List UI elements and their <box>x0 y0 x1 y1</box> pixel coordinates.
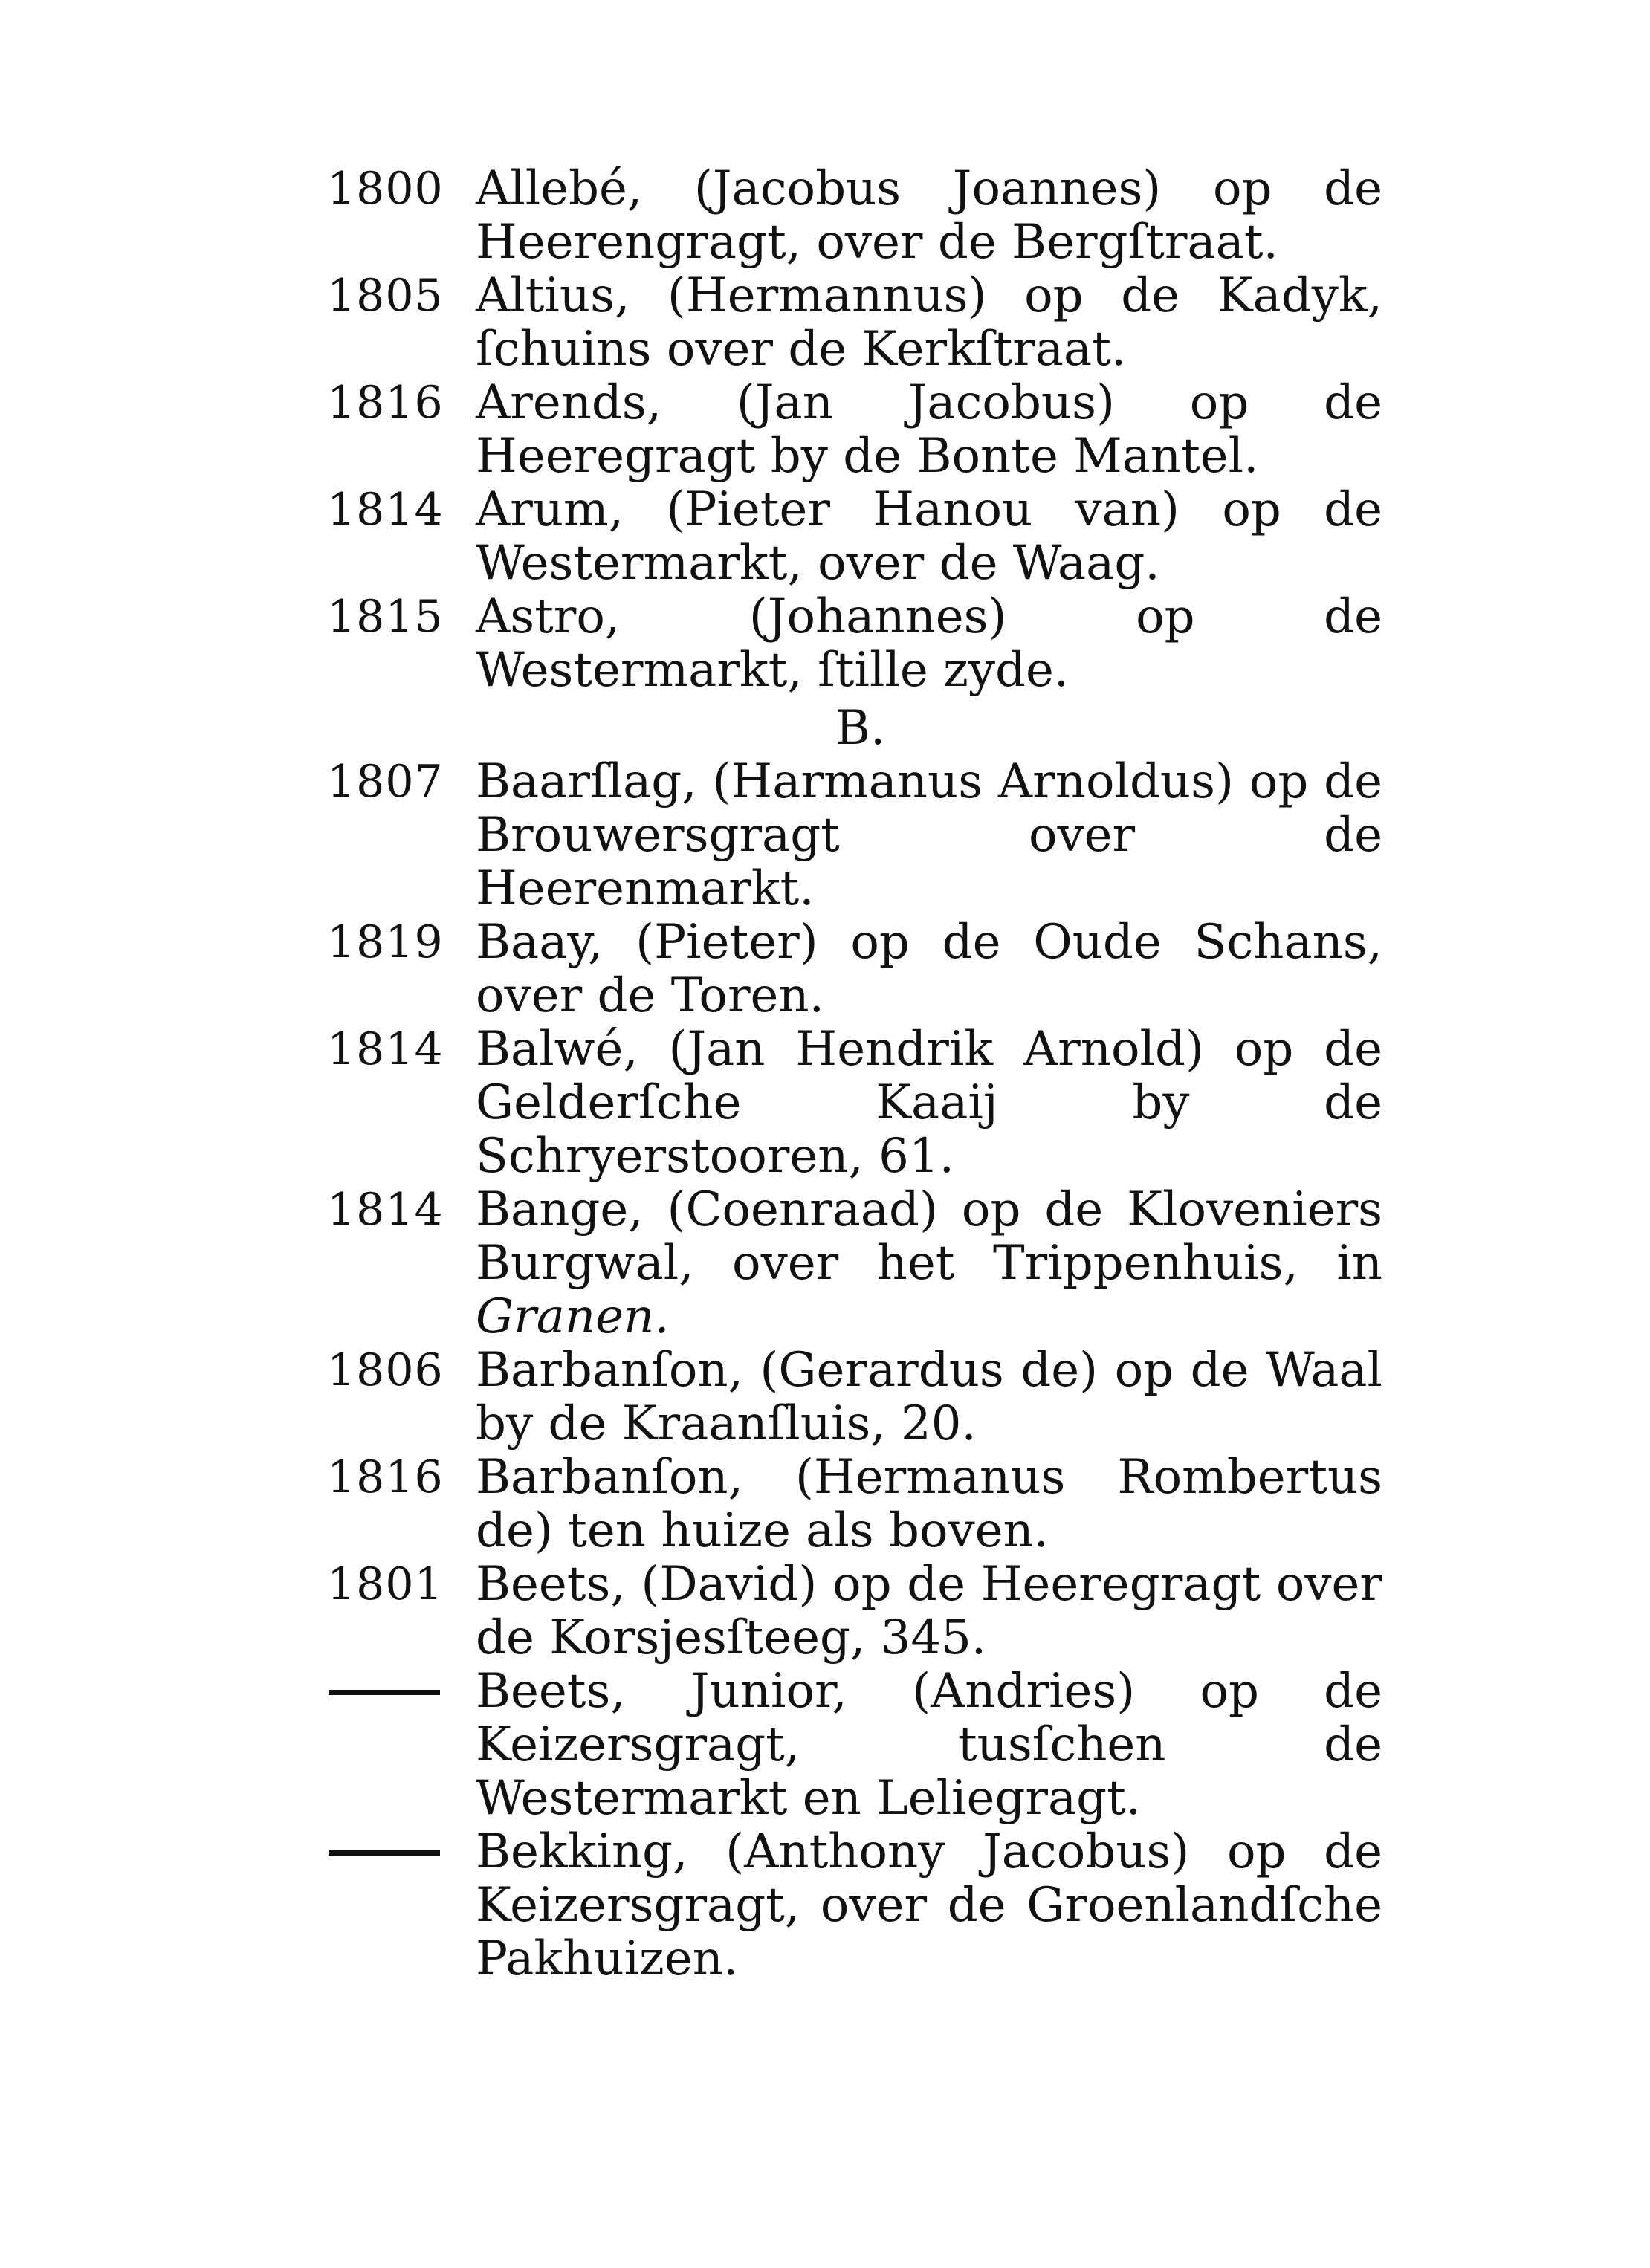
list-item <box>327 269 1382 376</box>
entry-year: 1816 <box>327 1451 444 1503</box>
entry-year: 1814 <box>327 484 444 536</box>
list-item <box>327 376 1382 483</box>
entry-text: Baarſlag, (Harmanus Arnoldus) op de Brouwersgragt over de Heerenmarkt. <box>476 754 1382 916</box>
entry-year: 1806 <box>327 1344 444 1396</box>
list-item <box>327 483 1382 590</box>
entry-text <box>476 1183 1382 1344</box>
entry-year: 1816 <box>327 377 444 429</box>
ditto-dash <box>329 1690 440 1695</box>
entry-text: Baay, (Pieter) op de Oude Schans, over de Toren. <box>476 915 1382 1023</box>
section-heading <box>327 702 1382 755</box>
list-item <box>327 162 1382 269</box>
entry-year: 1814 <box>327 1184 444 1236</box>
list-item <box>327 755 1382 916</box>
list-item <box>327 1344 1382 1451</box>
address-list <box>327 162 1382 1986</box>
list-item <box>327 1023 1382 1183</box>
entry-text: Arum, (Pieter Hanou van) op de Westermarkt, over de Waag. <box>476 482 1382 591</box>
entry-text: Altius, (Hermannus) op de Kadyk, ſchuins over de Kerkſtraat. <box>476 268 1382 377</box>
list-item <box>327 1558 1382 1665</box>
list-item <box>327 1825 1382 1986</box>
list-item <box>327 1451 1382 1558</box>
list-item <box>327 1665 1382 1825</box>
entry-year: 1800 <box>327 163 444 215</box>
entry-text: Beets, Junior, (Andries) op de Keizersgragt, tusſchen de Westermarkt en Leliegragt. <box>476 1664 1382 1826</box>
entry-year: 1814 <box>327 1023 444 1075</box>
entry-text: Beets, (David) op de Heeregragt over de Korsjesſteeg, 345. <box>476 1557 1382 1665</box>
entry-text-italic: Granen. <box>476 1289 670 1344</box>
entry-text: Arends, (Jan Jacobus) op de Heeregragt by de Bonte Mantel. <box>476 375 1382 484</box>
list-item <box>327 1183 1382 1344</box>
entry-text: Barbanſon, (Hermanus Rombertus de) ten huize als boven. <box>476 1450 1382 1558</box>
entry-text: Balwé, (Jan Hendrik Arnold) op de Gelderſche Kaaij by de Schryerstooren, 61. <box>476 1022 1382 1184</box>
entry-text-main: Bange, (Coenraad) op de Kloveniers Burgwal, over het Trippenhuis, in <box>476 1182 1382 1291</box>
list-item <box>327 590 1382 697</box>
entry-text: Barbanſon, (Gerardus de) op de Waal by de Kraanſluis, 20. <box>476 1343 1382 1451</box>
entry-year: 1805 <box>327 270 444 322</box>
list-item <box>327 916 1382 1023</box>
entry-year: 1815 <box>327 591 444 643</box>
entry-text: Astro, (Johannes) op de Westermarkt, ſtille zyde. <box>476 589 1382 698</box>
entry-year: 1819 <box>327 916 444 968</box>
entry-text: Bekking, (Anthony Jacobus) op de Keizersgragt, over de Groenlandſche Pakhuizen. <box>476 1824 1382 1986</box>
entry-year: 1807 <box>327 756 444 808</box>
entry-text: Allebé, (Jacobus Joannes) op de Heerengragt, over de Bergſtraat. <box>476 161 1382 270</box>
entry-year: 1801 <box>327 1558 444 1610</box>
section-letter: B. <box>835 701 886 756</box>
ditto-dash <box>329 1850 440 1856</box>
